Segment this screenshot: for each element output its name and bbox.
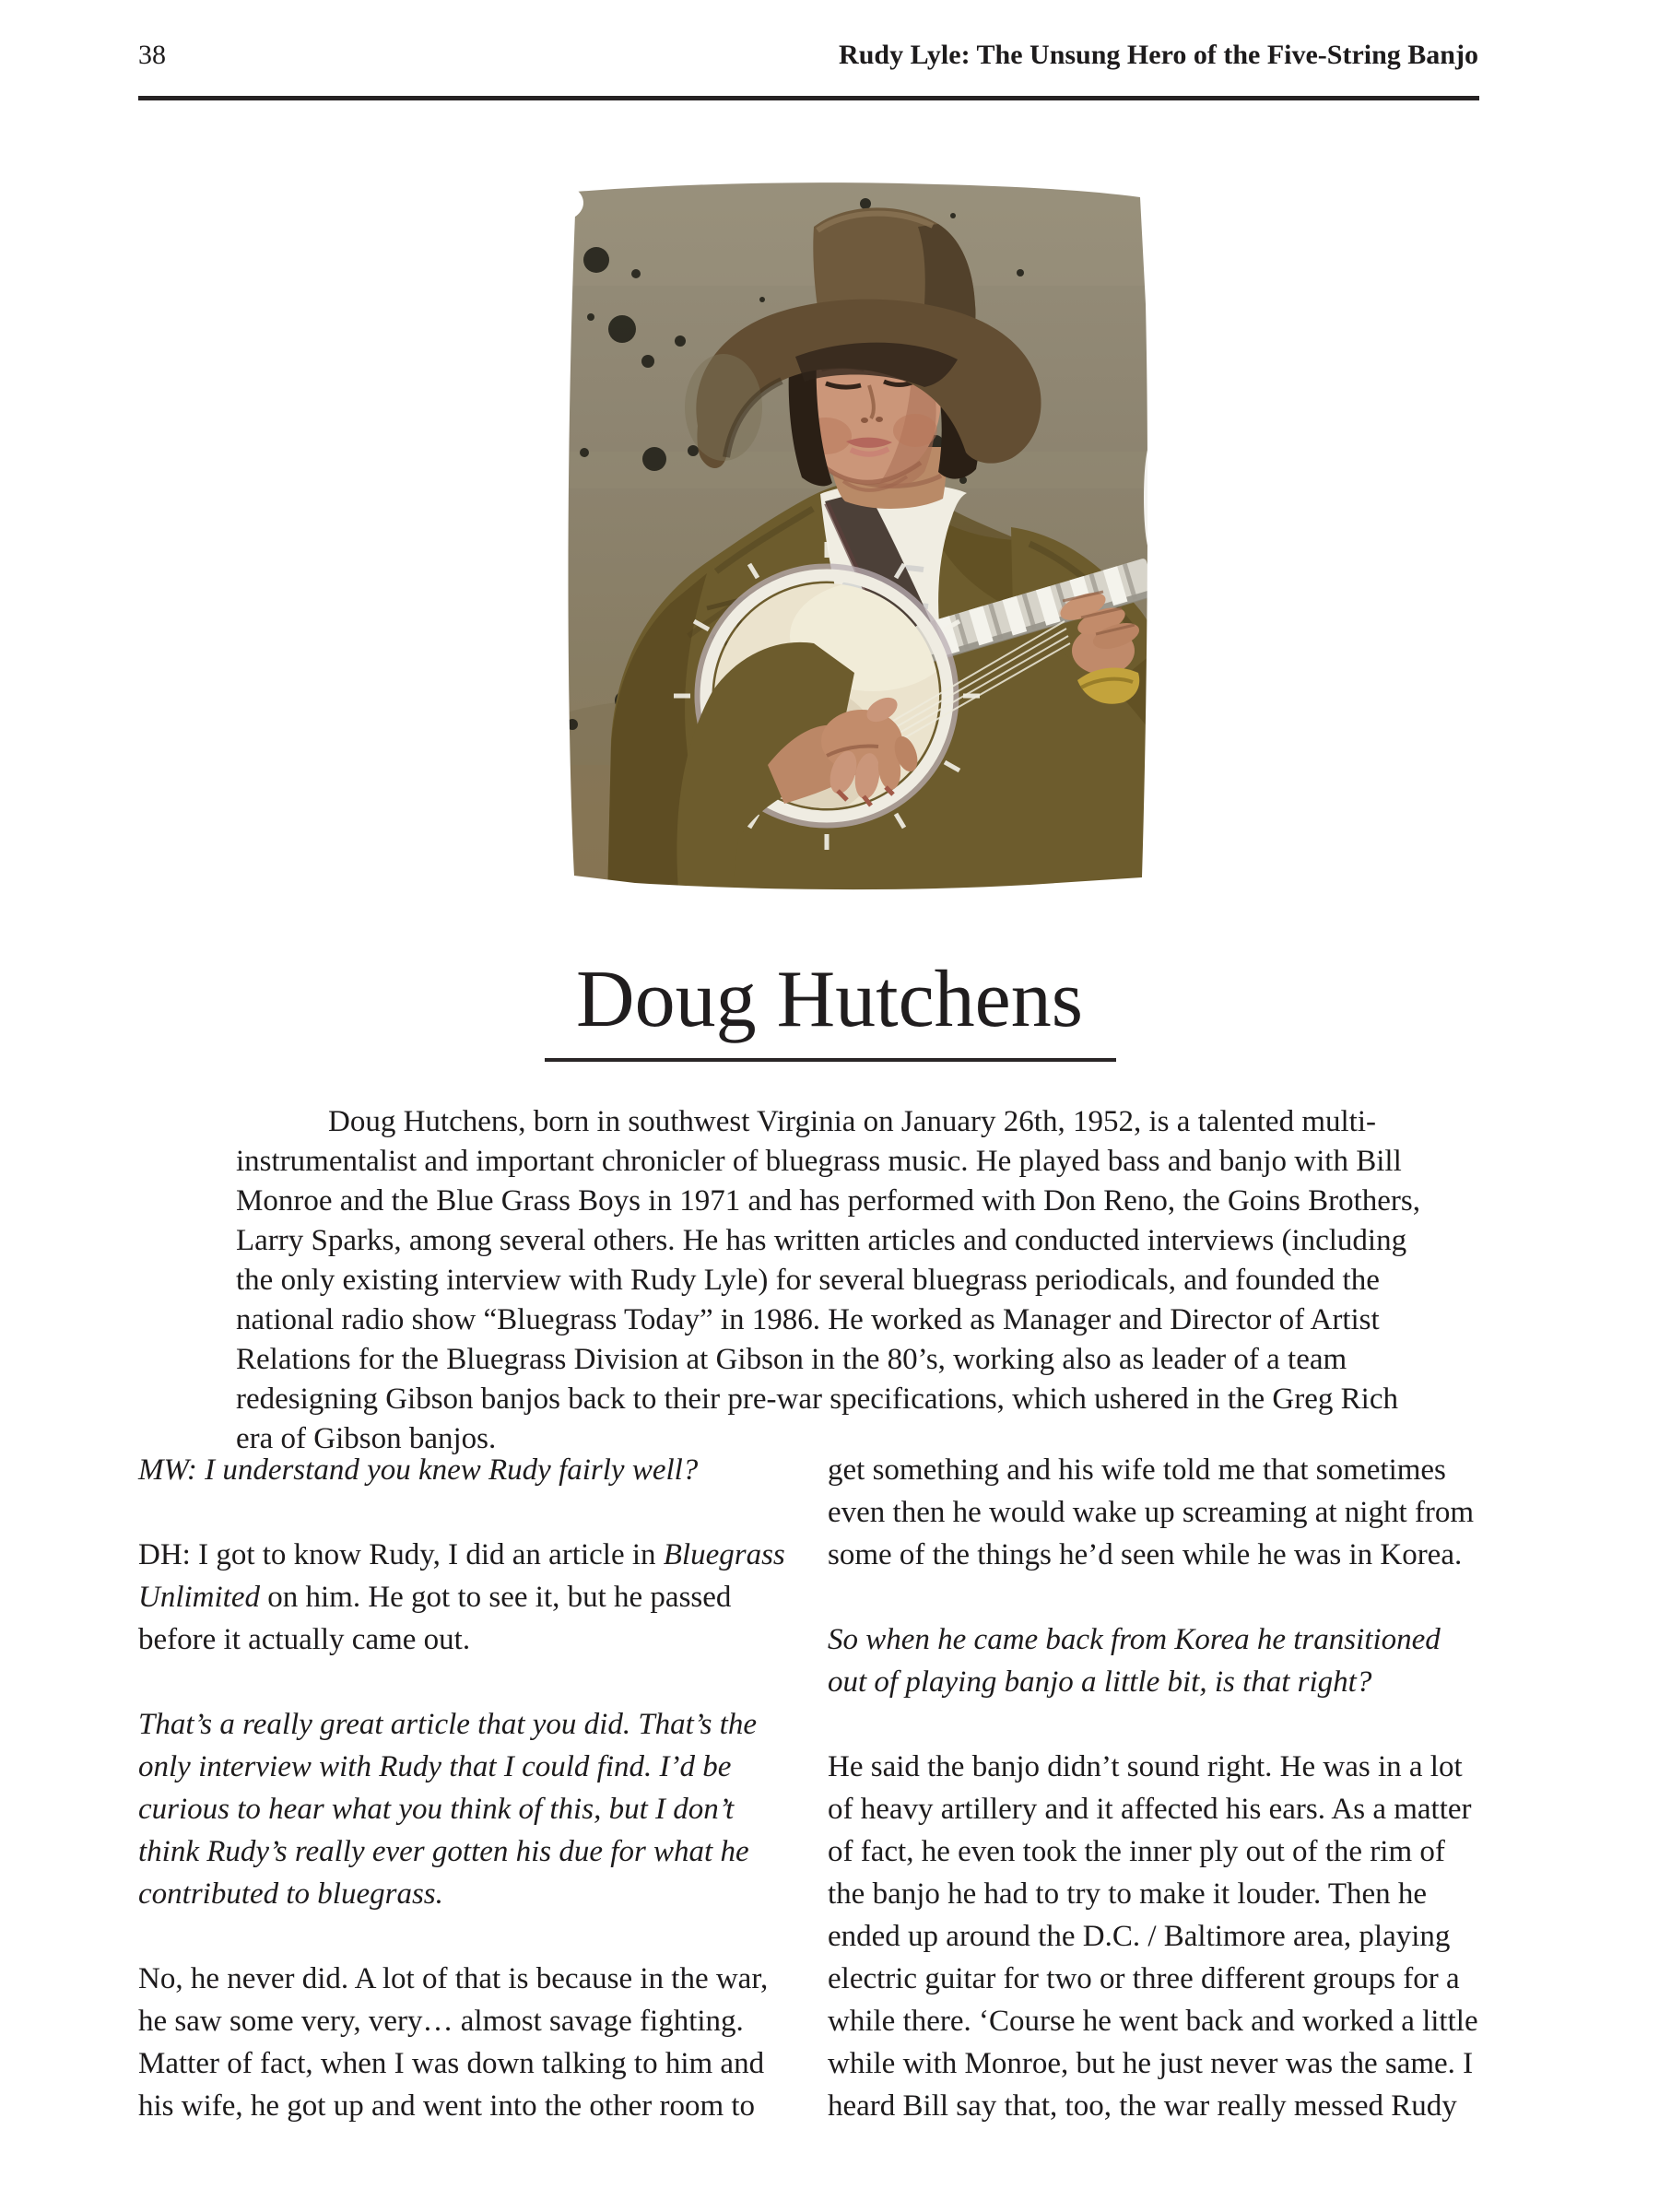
page-number: 38 <box>138 40 166 70</box>
intro-paragraph: Doug Hutchens, born in southwest Virginia on January 26th, 1952, is a talented multi-instrumentalist and important chronicler of bluegrass music. He played bass and banjo with Bill Monroe and the Blue Grass Boys in 1971 and has performed with Don Reno, the Goins Brothers, Larry Sparks, among several others. He has written articles and conducted interviews (including the only existing interview with Rudy Lyle) for several bluegrass periodicals, and founded the national radio show “Bluegrass Today” in 1986. He worked as Manager and Director of Artist Relations for the Bluegrass Division at Gibson in the 80’s, working also as leader of a team redesigning Gibson banjos back to their pre-war specifications, which ushered in the Greg Rich era of Gibson banjos. <box>236 1105 1420 1455</box>
running-header: Rudy Lyle: The Unsung Hero of the Five-String Banjo <box>839 40 1478 70</box>
paragraph: DH: I got to know Rudy, I did an article in Bluegrass Unlimited on him. He got to see it, but he passed before it actually came out. <box>138 1538 785 1656</box>
article-title: Doug Hutchens <box>576 955 1083 1044</box>
title-underline <box>545 1058 1116 1062</box>
paragraph: That’s a really great article that you did. That’s the only interview with Rudy that I could find. I’d be curious to hear what you think of this, but I don’t think Rudy’s really ever gotten his due for what he contributed to bluegrass. <box>138 1708 757 1911</box>
banjo-player-watercolor-illustration <box>550 175 1157 901</box>
paragraph: MW: I understand you knew Rudy fairly well? <box>138 1453 699 1487</box>
right-column <box>828 1449 1479 2170</box>
paragraph: So when he came back from Korea he transitioned out of playing banjo a little bit, is that right? <box>828 1623 1441 1699</box>
paragraph: get something and his wife told me that sometimes even then he would wake up screaming at night from some of the things he’d seen while he was in Korea. <box>828 1453 1475 1571</box>
paragraph: He said the banjo didn’t sound right. He was in a lot of heavy artillery and it affected his ears. As a matter of fact, he even took the inner ply out of the rim of the banjo he had to try to make it louder. Then he ended up around the D.C. / Baltimore area, playing electric guitar for two or three different groups for a while there. ‘Course he went back and worked a little while with Monroe, but he just never was the same. I heard Bill say that, too, the war really messed Rudy <box>828 1750 1478 2123</box>
left-column <box>138 1449 789 2170</box>
header-rule <box>138 96 1479 100</box>
interview-columns <box>138 1449 1479 2170</box>
paragraph: No, he never did. A lot of that is because in the war, he saw some very, very… almost savage fighting. Matter of fact, when I was down talking to him and his wife, he got up and went into the other room to <box>138 1962 769 2123</box>
watercolor-painting <box>550 175 1157 901</box>
